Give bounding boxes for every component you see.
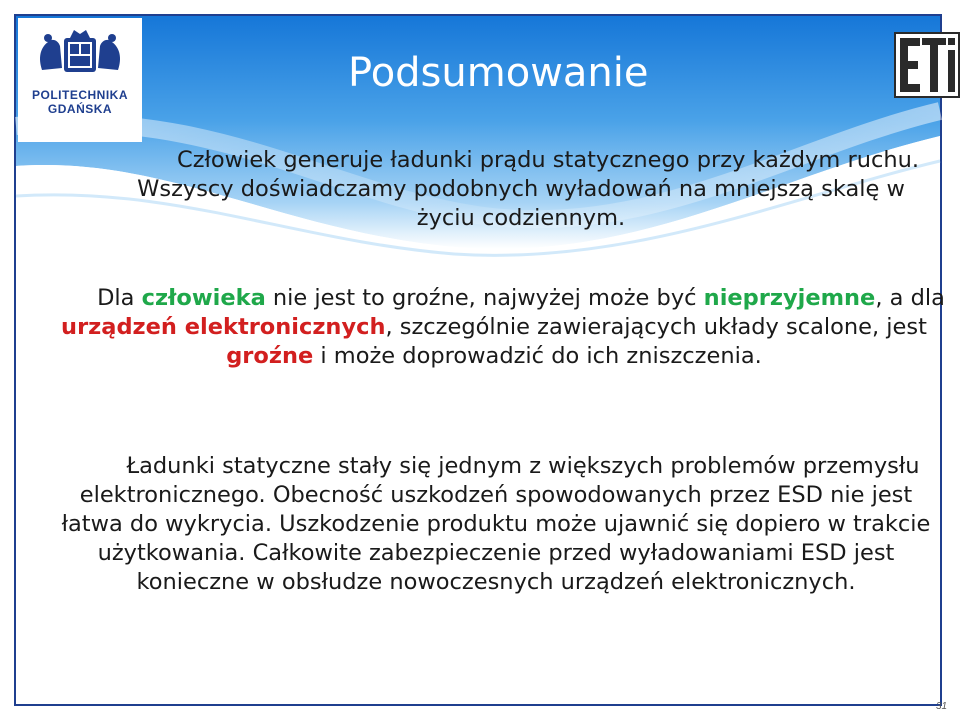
university-logo <box>18 18 142 142</box>
page-number: 31 <box>936 701 948 712</box>
highlight-devices: urządzeń elektronicznych <box>61 314 386 340</box>
slide-frame <box>14 14 948 712</box>
slide-title: Podsumowanie <box>348 50 649 96</box>
p2-text-5: i może doprowadzić do ich zniszczenia. <box>313 343 762 369</box>
logo-line2: GDAŃSKA <box>47 102 113 116</box>
paragraph-esd-industry <box>46 452 946 597</box>
eti-logo <box>894 32 960 98</box>
highlight-human: człowieka <box>141 285 266 311</box>
p2-text-1: Dla <box>97 285 142 311</box>
paragraph3-text: Ładunki statyczne stały się jednym z większych problemów przemysłu elektronicznego. Obecność uszkodzeń spowodowanych przez ESD nie jest łatwa do wykrycia. Uszkodzenie produktu może ujawnić się dopiero w trakcie użytkowania. Całkowite zabezpieczenie przed wyładowaniami ESD jest konieczne w obsłudze nowoczesnych urządzeń elektronicznych. <box>61 453 931 595</box>
logo-line1: POLITECHNIKA <box>32 88 128 102</box>
p2-text-2: nie jest to groźne, najwyżej może być <box>265 285 704 311</box>
crest-icon <box>18 18 142 88</box>
paragraph1-text: Człowiek generuje ładunki prądu statycznego przy każdym ruchu. Wszyscy doświadczamy podobnych wyładowań na mniejszą skalę w życiu codziennym. <box>137 147 919 231</box>
highlight-dangerous: groźne <box>226 343 314 369</box>
paragraph-static-charges <box>116 146 926 233</box>
paragraph-danger <box>32 284 956 371</box>
p2-text-3: , a dla <box>875 285 945 311</box>
p2-text-4: , szczególnie zawierających układy scalone, jest <box>385 314 927 340</box>
highlight-unpleasant: nieprzyjemne <box>703 285 876 311</box>
